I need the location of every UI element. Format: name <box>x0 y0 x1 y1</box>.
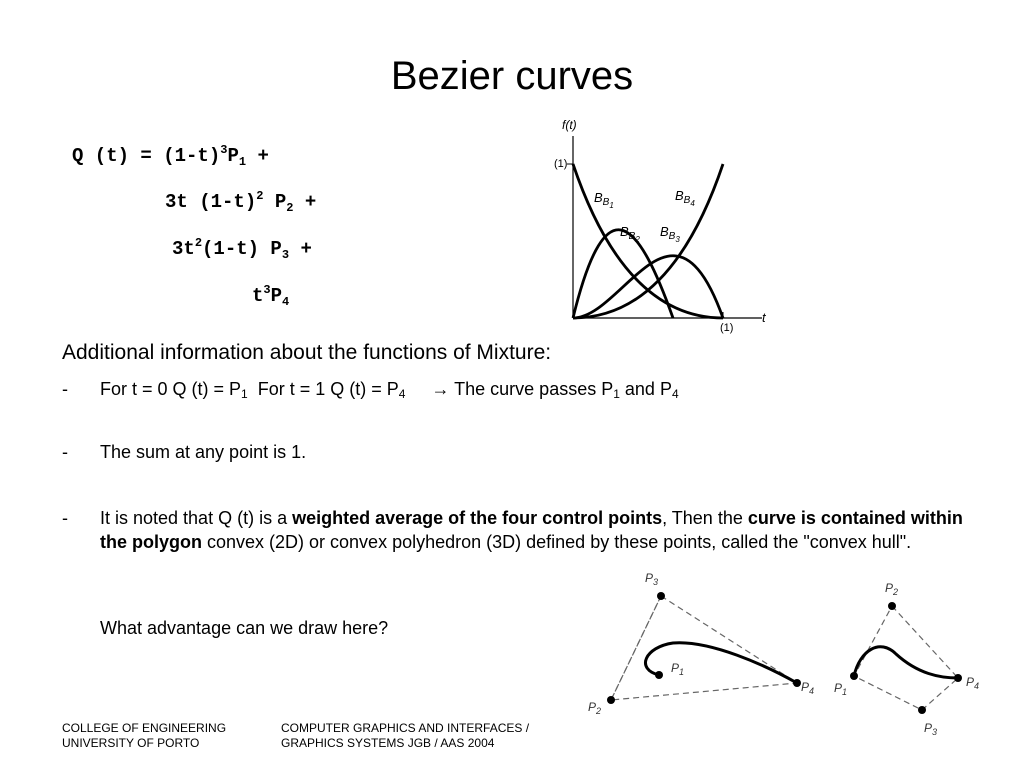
eq2-point: P <box>263 191 287 213</box>
label-p4-left: $P_4$ <box>801 680 815 696</box>
label-b4: $B_{B4}$ <box>675 188 695 208</box>
eq1-subscript: 1 <box>238 155 247 169</box>
eq1-point: P <box>227 145 239 167</box>
bullet-1-text: For t = 0 Q $(t) = P_1$ For t = 1 Q $(t) = P_4$ → The curve passes $P_1$ and $P_4$ <box>100 379 679 401</box>
eq4-exponent: 3 <box>263 283 271 297</box>
label-p4-right: $P_4$ <box>966 675 980 691</box>
basis-curve-b2 <box>573 230 673 318</box>
question-text: What advantage can we draw here? <box>100 618 389 638</box>
convex-hull-right <box>830 570 1010 740</box>
label-p2-left: $P_2$ <box>588 700 602 716</box>
bullet-1 <box>62 377 962 403</box>
bullet-2-text: The sum at any point is 1. <box>100 442 307 462</box>
bullet-3-text: It is noted that Q (t) is a weighted average of the four control points, Then the curve is contained within the polygon convex (2D) or convex polyhedron (3D) defined by these points, called the "convex hull". <box>100 508 963 552</box>
footer-left-line-1: COLLEGE OF ENGINEERING <box>62 721 227 735</box>
convex-hull-left <box>575 565 835 725</box>
point-p2-right <box>888 602 896 610</box>
equation-line-3 <box>172 236 312 262</box>
eq3-subscript: 3 <box>281 248 290 262</box>
graph-y-tick: (1) <box>554 158 568 170</box>
intro-text: Additional information about the functions of Mixture: <box>62 341 552 364</box>
footer-left <box>62 721 226 751</box>
bezier-curve-right <box>854 647 958 678</box>
eq3-plus: + <box>289 238 312 260</box>
bullet-2-dash: - <box>62 442 68 462</box>
eq3-point: (1-t) P <box>202 238 282 260</box>
bold-curve-contained: curve is contained within the polygon <box>100 508 963 552</box>
footer-mid-line-1: COMPUTER GRAPHICS AND INTERFACES / <box>281 721 530 735</box>
point-p4-right <box>954 674 962 682</box>
label-p3-right: $P_3$ <box>924 721 938 737</box>
label-b2: $B_{B2}$ <box>620 224 640 244</box>
equation-line-1 <box>72 143 269 169</box>
label-p3-left: $P_3$ <box>645 571 659 587</box>
hull-right-polygon <box>854 606 958 710</box>
label-b1: $B_{B1}$ <box>594 190 614 210</box>
arrow-icon: → <box>431 379 450 399</box>
point-p3-right <box>918 706 926 714</box>
footer-middle <box>281 721 529 751</box>
eq4-text: t <box>252 285 264 307</box>
footer-left-line-2: UNIVERSITY OF PORTO <box>62 736 200 750</box>
hull-left-polygon <box>611 596 797 700</box>
bullet-1-dash: - <box>62 379 68 399</box>
equation-line-2 <box>165 189 316 215</box>
slide-title: Bezier curves <box>390 54 634 98</box>
point-p4-left <box>793 679 801 687</box>
eq2-exponent: 2 <box>256 189 264 203</box>
point-p1-left <box>655 671 663 679</box>
basis-curve-b3 <box>573 256 723 318</box>
bernstein-graph <box>540 112 790 337</box>
point-p3-left <box>657 592 665 600</box>
basis-curve-b4 <box>573 164 723 318</box>
bold-weighted-average: weighted average of the four control points <box>292 508 663 528</box>
bullet-3-dash: - <box>62 508 68 528</box>
label-p1-left: $P_1$ <box>671 661 685 677</box>
bezier-curve-left <box>645 643 797 683</box>
equation-line-4 <box>252 283 289 309</box>
eq3-text: 3t <box>172 238 195 260</box>
bullet-2 <box>62 440 962 466</box>
graph-x-tick: (1) <box>720 322 734 334</box>
eq4-subscript: 4 <box>282 295 290 309</box>
basis-curve-b1 <box>573 164 723 318</box>
eq1-exponent: 3 <box>220 143 228 157</box>
eq2-subscript: 2 <box>286 201 294 215</box>
point-p2-left <box>607 696 615 704</box>
eq3-exponent: 2 <box>194 236 203 250</box>
label-p2-right: $P_2$ <box>885 581 899 597</box>
label-p1-right: $P_1$ <box>834 681 848 697</box>
point-p1-right <box>850 672 858 680</box>
graph-y-label: f(t) <box>562 118 577 132</box>
footer-mid-line-2: GRAPHICS SYSTEMS JGB / AAS 2004 <box>281 736 495 750</box>
eq2-plus: + <box>293 191 317 213</box>
eq1-plus: + <box>246 145 269 167</box>
eq2-text: 3t (1-t) <box>165 191 257 213</box>
eq4-point: P <box>270 285 283 307</box>
label-b3: $B_{B3}$ <box>660 224 680 244</box>
eq1-text: Q (t) = (1-t) <box>72 145 221 167</box>
graph-x-label: t <box>762 310 766 325</box>
